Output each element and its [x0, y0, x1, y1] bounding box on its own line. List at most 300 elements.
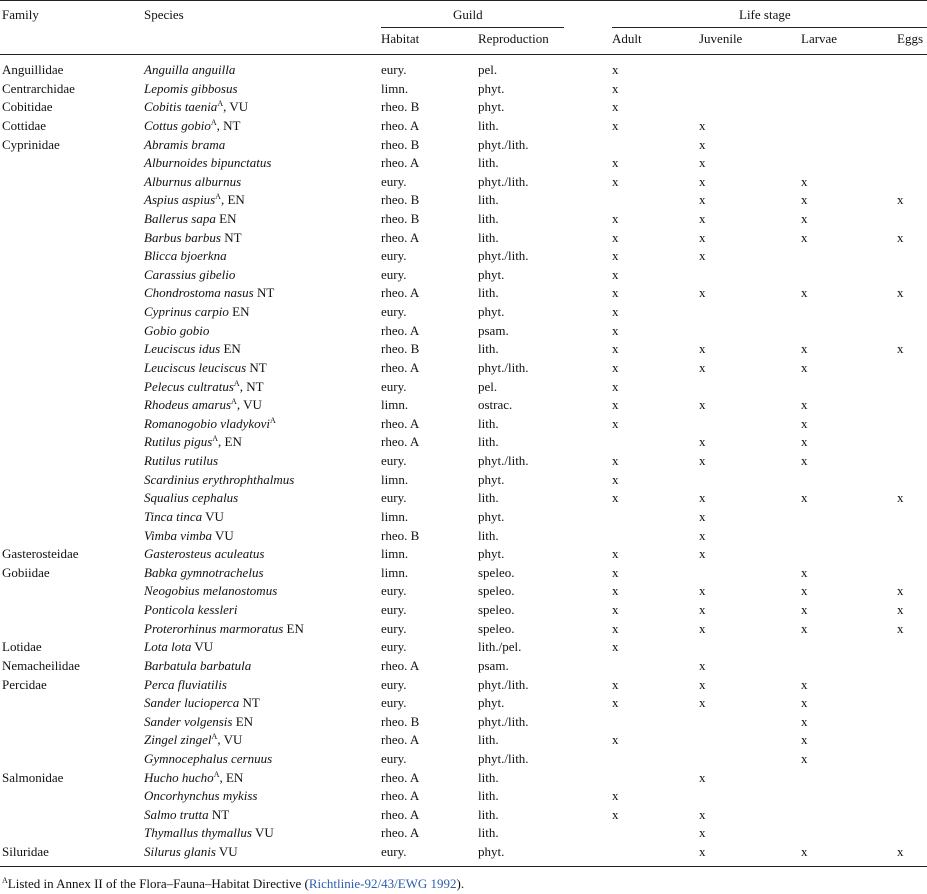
juvenile-cell: x [699, 806, 706, 822]
conservation-status: EN [283, 620, 304, 636]
table-row [0, 284, 927, 303]
species-name: Leuciscus leuciscus [144, 359, 247, 375]
family-cell: Centrarchidae [2, 80, 75, 96]
juvenile-cell: x [699, 527, 706, 543]
reproduction-cell: phyt. [478, 508, 505, 524]
table-row [0, 471, 927, 490]
adult-cell: x [612, 695, 619, 711]
annex-marker: A [211, 732, 218, 742]
larvae-cell: x [801, 359, 808, 375]
species-name: Oncorhynchus mykiss [144, 788, 258, 804]
family-cell: Cyprinidae [2, 136, 60, 152]
species-cell [144, 433, 242, 452]
juvenile-cell: x [699, 434, 706, 450]
species-cell [144, 601, 238, 620]
reproduction-cell: lith. [478, 211, 499, 226]
conservation-status: , VU [217, 732, 243, 748]
reproduction-cell: lith. [478, 806, 499, 822]
reproduction-cell: phyt./lith. [478, 248, 529, 264]
family-cell: Salmonidae [2, 769, 64, 785]
species-name: Blicca bjoerkna [144, 248, 227, 264]
habitat-cell: eury. [381, 62, 407, 77]
reproduction-cell: lith. [478, 490, 499, 506]
habitat-cell: rheo. A [381, 806, 420, 822]
larvae-cell: x [801, 415, 808, 431]
species-name: Ballerus sapa [144, 211, 216, 226]
table-row [0, 657, 927, 676]
juvenile-cell: x [699, 173, 706, 189]
species-cell [144, 769, 243, 788]
table-row [0, 415, 927, 434]
juvenile-cell: x [699, 136, 706, 152]
reproduction-cell: speleo. [478, 620, 515, 636]
table-row [0, 433, 927, 452]
table-row [0, 154, 927, 173]
table-row [0, 359, 927, 378]
reproduction-cell: phyt./lith. [478, 750, 529, 766]
adult-cell: x [612, 248, 619, 264]
adult-cell: x [612, 304, 619, 320]
table-row [0, 378, 927, 397]
larvae-cell: x [801, 602, 808, 617]
conservation-status: VU [212, 527, 234, 543]
habitat-cell: eury. [381, 266, 407, 282]
species-name: Hucho hucho [144, 769, 214, 785]
reproduction-cell: lith. [478, 415, 499, 431]
juvenile-cell: x [699, 844, 706, 859]
reproduction-cell: lith./pel. [478, 639, 522, 655]
header-larvae: Larvae [801, 31, 838, 46]
larvae-cell: x [801, 583, 808, 599]
species-cell [144, 359, 267, 378]
juvenile-cell: x [699, 583, 706, 599]
table-row [0, 769, 927, 788]
family-cell: Nemacheilidae [2, 657, 80, 673]
header-rule [0, 54, 927, 55]
table-row [0, 638, 927, 657]
habitat-cell: eury. [381, 453, 407, 468]
larvae-cell: x [801, 434, 808, 450]
species-cell [144, 713, 253, 732]
adult-cell: x [612, 359, 619, 375]
bottom-rule [0, 866, 927, 867]
species-cell [144, 378, 264, 397]
table-row [0, 750, 927, 769]
adult-cell: x [612, 564, 619, 580]
reproduction-cell: psam. [478, 322, 509, 338]
reproduction-cell: phyt./lith. [478, 453, 529, 468]
life-stage-rule [612, 27, 927, 28]
species-cell [144, 694, 260, 713]
species-cell [144, 508, 224, 527]
eggs-cell: x [897, 229, 904, 245]
table-row [0, 582, 927, 601]
adult-cell: x [612, 639, 619, 655]
table-row [0, 489, 927, 508]
adult-cell: x [612, 602, 619, 617]
footnote-reference-link[interactable]: Richtlinie-92/43/EWG 1992 [308, 876, 457, 891]
species-cell [144, 173, 241, 192]
reproduction-cell: phyt. [478, 471, 505, 487]
species-cell [144, 843, 238, 862]
species-name: Carassius gibelio [144, 266, 236, 282]
adult-cell: x [612, 788, 619, 804]
conservation-status: VU [251, 825, 274, 841]
table-row [0, 61, 927, 80]
habitat-cell: eury. [381, 639, 407, 655]
juvenile-cell: x [699, 695, 706, 711]
habitat-cell: eury. [381, 173, 407, 189]
habitat-cell: rheo. A [381, 322, 420, 338]
reproduction-cell: lith. [478, 341, 499, 357]
habitat-cell: rheo. A [381, 434, 420, 450]
larvae-cell: x [801, 453, 808, 468]
species-name: Aspius aspius [144, 192, 216, 208]
adult-cell: x [612, 453, 619, 468]
eggs-cell: x [897, 341, 904, 357]
table-row [0, 98, 927, 117]
habitat-cell: limn. [381, 508, 409, 524]
juvenile-cell: x [699, 117, 706, 133]
species-cell [144, 676, 227, 695]
juvenile-cell: x [699, 397, 706, 413]
species-name: Sander volgensis [144, 713, 233, 729]
table-row [0, 173, 927, 192]
larvae-cell: x [801, 713, 808, 729]
larvae-cell: x [801, 676, 808, 692]
table-row [0, 452, 927, 471]
species-name: Alburnus alburnus [144, 173, 242, 189]
species-name: Silurus glanis [144, 844, 216, 859]
habitat-cell: rheo. B [381, 341, 420, 357]
reproduction-cell: lith. [478, 229, 499, 245]
species-cell [144, 527, 234, 546]
habitat-cell: limn. [381, 546, 409, 562]
juvenile-cell: x [699, 285, 706, 301]
species-name: Thymallus thymallus [144, 825, 252, 841]
species-cell [144, 545, 264, 564]
table-row [0, 676, 927, 695]
species-cell [144, 582, 277, 601]
family-cell: Siluridae [2, 844, 49, 859]
juvenile-cell: x [699, 211, 706, 226]
species-name: Abramis brama [144, 136, 226, 152]
species-name: Cobitis taenia [144, 99, 218, 115]
reproduction-cell: lith. [478, 117, 499, 133]
species-cell [144, 824, 274, 843]
habitat-cell: eury. [381, 676, 407, 692]
table-row [0, 340, 927, 359]
adult-cell: x [612, 80, 619, 96]
adult-cell: x [612, 285, 619, 301]
species-cell [144, 657, 251, 676]
species-name: Proterorhinus marmoratus [144, 620, 284, 636]
conservation-status: VU [215, 844, 238, 859]
species-name: Babka gymnotrachelus [144, 564, 264, 580]
table-row [0, 508, 927, 527]
reproduction-cell: phyt. [478, 304, 505, 320]
habitat-cell: eury. [381, 378, 407, 394]
species-name: Neogobius melanostomus [144, 583, 278, 599]
habitat-cell: limn. [381, 80, 409, 96]
footnote-marker: A [2, 876, 8, 885]
adult-cell: x [612, 341, 619, 357]
conservation-status: NT [239, 695, 260, 711]
conservation-status: , NT [239, 378, 264, 394]
larvae-cell: x [801, 564, 808, 580]
habitat-cell: limn. [381, 471, 409, 487]
juvenile-cell: x [699, 657, 706, 673]
habitat-cell: limn. [381, 397, 409, 413]
footnote-end: ). [456, 876, 465, 891]
habitat-cell: rheo. A [381, 788, 420, 804]
header-habitat: Habitat [381, 31, 420, 46]
annex-marker: A [212, 434, 219, 444]
habitat-cell: rheo. A [381, 117, 420, 133]
species-name: Gymnocephalus cernuus [144, 750, 273, 766]
species-cell [144, 452, 218, 471]
conservation-status: NT [220, 229, 242, 245]
species-name: Salmo trutta [144, 806, 209, 822]
conservation-status: EN [215, 211, 237, 226]
species-name: Lepomis gibbosus [144, 80, 238, 96]
table-row [0, 303, 927, 322]
species-cell [144, 489, 238, 508]
header-species: Species [144, 7, 184, 22]
species-cell [144, 247, 227, 266]
species-name: Scardinius erythrophthalmus [144, 471, 295, 487]
larvae-cell: x [801, 695, 808, 711]
species-cell [144, 117, 240, 136]
table-row [0, 527, 927, 546]
conservation-status: EN [228, 304, 250, 320]
family-cell: Cobitidae [2, 99, 53, 115]
habitat-cell: eury. [381, 304, 407, 320]
adult-cell: x [612, 229, 619, 245]
annex-marker: A [217, 99, 224, 109]
annex-marker: A [270, 415, 276, 425]
juvenile-cell: x [699, 676, 706, 692]
species-name: Perca fluviatilis [144, 676, 227, 692]
family-cell: Percidae [2, 676, 47, 692]
juvenile-cell: x [699, 229, 706, 245]
larvae-cell: x [801, 397, 808, 413]
habitat-cell: rheo. A [381, 285, 420, 301]
species-name: Squalius cephalus [144, 490, 239, 506]
table-row [0, 806, 927, 825]
eggs-cell: x [897, 285, 904, 301]
header-family: Family [2, 7, 39, 22]
species-name: Rhodeus amarus [144, 397, 232, 413]
species-name: Romanogobio vladykovi [144, 415, 270, 431]
species-cell [144, 471, 294, 490]
table-row [0, 191, 927, 210]
adult-cell: x [612, 322, 619, 338]
adult-cell: x [612, 155, 619, 171]
juvenile-cell: x [699, 341, 706, 357]
species-cell [144, 284, 274, 303]
habitat-cell: rheo. A [381, 415, 420, 431]
juvenile-cell: x [699, 508, 706, 524]
habitat-cell: rheo. B [381, 99, 420, 115]
eggs-cell: x [897, 844, 904, 859]
species-cell [144, 620, 304, 639]
larvae-cell: x [801, 229, 808, 245]
reproduction-cell: psam. [478, 657, 509, 673]
species-cell [144, 303, 249, 322]
larvae-cell: x [801, 490, 808, 506]
species-name: Alburnoides bipunctatus [144, 155, 272, 171]
species-name: Gobio gobio [144, 322, 210, 338]
species-cell [144, 154, 271, 173]
reproduction-cell: speleo. [478, 583, 515, 599]
table-row [0, 620, 927, 639]
juvenile-cell: x [699, 620, 706, 636]
larvae-cell: x [801, 285, 808, 301]
header-adult: Adult [612, 31, 642, 46]
reproduction-cell: speleo. [478, 602, 515, 617]
habitat-cell: rheo. B [381, 211, 420, 226]
habitat-cell: eury. [381, 695, 407, 711]
top-rule [0, 0, 927, 1]
conservation-status: , VU [223, 99, 249, 115]
habitat-cell: eury. [381, 490, 407, 506]
table-row [0, 322, 927, 341]
conservation-status: NT [253, 285, 275, 301]
species-name: Zingel zingel [144, 732, 212, 748]
table-row [0, 731, 927, 750]
juvenile-cell: x [699, 490, 706, 506]
adult-cell: x [612, 415, 619, 431]
habitat-cell: eury. [381, 750, 407, 766]
habitat-cell: eury. [381, 602, 407, 617]
conservation-status: EN [232, 713, 254, 729]
reproduction-cell: phyt./lith. [478, 359, 529, 375]
conservation-status: , EN [218, 434, 242, 450]
species-name: Rutilus rutilus [144, 453, 219, 468]
reproduction-cell: lith. [478, 732, 499, 748]
table-row [0, 713, 927, 732]
eggs-cell: x [897, 192, 904, 208]
species-cell [144, 61, 235, 80]
table-row [0, 396, 927, 415]
table-row [0, 545, 927, 564]
habitat-cell: eury. [381, 583, 407, 599]
species-name: Gasterosteus aculeatus [144, 546, 265, 562]
footnote-text: Listed in Annex II of the Flora–Fauna–Habitat Directive ( [7, 876, 309, 891]
table-row [0, 787, 927, 806]
table-row [0, 136, 927, 155]
juvenile-cell: x [699, 155, 706, 171]
species-name: Lota lota [144, 639, 192, 655]
conservation-status: , VU [236, 397, 262, 413]
table-row [0, 564, 927, 583]
species-name: Sander lucioperca [144, 695, 240, 711]
reproduction-cell: lith. [478, 825, 499, 841]
table-row [0, 117, 927, 136]
species-cell [144, 210, 236, 229]
species-cell [144, 750, 272, 769]
reproduction-cell: pel. [478, 378, 498, 394]
reproduction-cell: lith. [478, 769, 499, 785]
eggs-cell: x [897, 583, 904, 599]
juvenile-cell: x [699, 602, 706, 617]
habitat-cell: eury. [381, 248, 407, 264]
species-name: Ponticola kessleri [144, 602, 238, 617]
juvenile-cell: x [699, 769, 706, 785]
habitat-cell: rheo. A [381, 155, 420, 171]
family-cell: Gasterosteidae [2, 546, 79, 562]
table-row [0, 229, 927, 248]
conservation-status: VU [191, 639, 214, 655]
species-name: Leuciscus idus [144, 341, 221, 357]
adult-cell: x [612, 546, 619, 562]
reproduction-cell: phyt./lith. [478, 676, 529, 692]
juvenile-cell: x [699, 359, 706, 375]
habitat-cell: rheo. B [381, 192, 420, 208]
species-name: Anguilla anguilla [144, 62, 236, 77]
adult-cell: x [612, 266, 619, 282]
annex-marker: A [233, 378, 240, 388]
species-name: Chondrostoma nasus [144, 285, 254, 301]
family-cell: Lotidae [2, 639, 42, 655]
adult-cell: x [612, 173, 619, 189]
reproduction-cell: phyt./lith. [478, 713, 529, 729]
guild-rule [381, 27, 564, 28]
table-row [0, 80, 927, 99]
reproduction-cell: phyt. [478, 844, 505, 859]
larvae-cell: x [801, 192, 808, 208]
adult-cell: x [612, 99, 619, 115]
larvae-cell: x [801, 844, 808, 859]
table-row [0, 247, 927, 266]
annex-marker: A [215, 192, 221, 202]
species-name: Rutilus pigus [144, 434, 213, 450]
reproduction-cell: phyt. [478, 546, 505, 562]
table-row [0, 694, 927, 713]
family-cell: Anguillidae [2, 62, 64, 77]
adult-cell: x [612, 397, 619, 413]
reproduction-cell: phyt./lith. [478, 173, 529, 189]
conservation-status: NT [246, 359, 267, 375]
juvenile-cell: x [699, 453, 706, 468]
species-name: Pelecus cultratus [144, 378, 234, 394]
habitat-cell: limn. [381, 564, 409, 580]
habitat-cell: rheo. A [381, 825, 420, 841]
species-cell [144, 136, 225, 155]
larvae-cell: x [801, 341, 808, 357]
juvenile-cell: x [699, 192, 706, 208]
species-name: Barbus barbus [144, 229, 221, 245]
larvae-cell: x [801, 173, 808, 189]
eggs-cell: x [897, 602, 904, 617]
table-row [0, 210, 927, 229]
reproduction-cell: lith. [478, 285, 499, 301]
species-name: Vimba vimba [144, 527, 212, 543]
larvae-cell: x [801, 750, 808, 766]
habitat-cell: rheo. A [381, 769, 420, 785]
habitat-cell: eury. [381, 844, 407, 859]
species-cell [144, 266, 235, 285]
table-row [0, 843, 927, 862]
header-juvenile: Juvenile [699, 31, 743, 46]
species-name: Cottus gobio [144, 117, 211, 133]
reproduction-cell: lith. [478, 788, 499, 804]
annex-marker: A [210, 117, 217, 127]
species-name: Tinca tinca [144, 508, 203, 524]
species-name: Barbatula barbatula [144, 657, 252, 673]
species-cell [144, 191, 245, 210]
